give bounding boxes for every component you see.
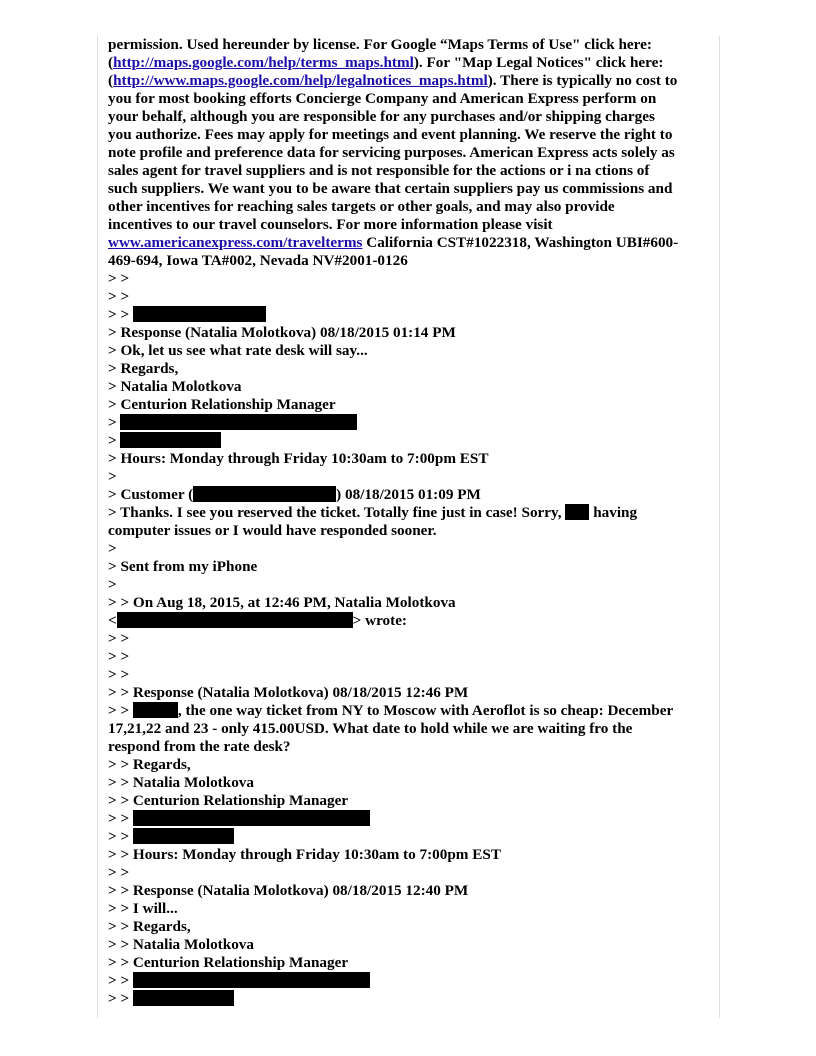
text-line	[108, 180, 716, 198]
text-segment: > >	[108, 972, 133, 989]
text-segment: > Natalia Molotkova	[108, 378, 242, 395]
text-segment: other incentives for reaching sales targets or other goals, and may also provide	[108, 198, 615, 215]
text-line	[108, 594, 716, 612]
text-segment: > Thanks. I see you reserved the ticket. Totally fine just in case! Sorry,	[108, 504, 566, 521]
text-line	[108, 306, 716, 324]
text-segment: ) 08/18/2015 01:09 PM	[336, 486, 481, 503]
text-segment: > >	[108, 990, 133, 1007]
redaction-box	[117, 612, 353, 628]
text-line	[108, 540, 716, 558]
text-line	[108, 468, 716, 486]
text-line	[108, 972, 716, 990]
text-segment: > >	[108, 864, 130, 881]
text-segment: > Centurion Relationship Manager	[108, 396, 336, 413]
text-segment: > > Natalia Molotkova	[108, 774, 254, 791]
text-line	[108, 720, 716, 738]
text-segment: > >	[108, 306, 133, 323]
text-segment: > wrote:	[352, 612, 407, 629]
redaction-box	[133, 306, 266, 322]
text-segment: > Response (Natalia Molotkova) 08/18/2015 01:14 PM	[108, 324, 456, 341]
text-segment: > > Centurion Relationship Manager	[108, 792, 349, 809]
text-segment: (	[108, 72, 114, 89]
text-line	[108, 54, 716, 72]
text-line	[108, 432, 716, 450]
text-segment: sales agent for travel suppliers and is not responsible for the actions or i na ctions of	[108, 162, 650, 179]
text-segment: > >	[108, 810, 133, 827]
text-line	[108, 792, 716, 810]
text-segment: > >	[108, 828, 133, 845]
text-segment: > Hours: Monday through Friday 10:30am to 7:00pm EST	[108, 450, 489, 467]
text-segment: ). There is typically no cost to	[487, 72, 678, 89]
text-segment: > >	[108, 648, 130, 665]
text-line	[108, 504, 716, 522]
redaction-box	[120, 414, 357, 430]
text-segment: > > I will...	[108, 900, 178, 917]
text-line	[108, 702, 716, 720]
text-line	[108, 144, 716, 162]
text-line	[108, 684, 716, 702]
text-line	[108, 414, 716, 432]
text-line	[108, 954, 716, 972]
text-segment: >	[108, 468, 117, 485]
hyperlink[interactable]: http://maps.google.com/help/terms_maps.html	[113, 54, 414, 71]
text-segment: > >	[108, 288, 130, 305]
text-line	[108, 450, 716, 468]
text-segment: > > Hours: Monday through Friday 10:30am to 7:00pm EST	[108, 846, 501, 863]
redaction-box	[133, 810, 370, 826]
text-line	[108, 288, 716, 306]
text-line	[108, 864, 716, 882]
text-line	[108, 882, 716, 900]
text-line	[108, 486, 716, 504]
redaction-box	[133, 702, 178, 718]
text-line	[108, 270, 716, 288]
text-line	[108, 72, 716, 90]
text-segment: computer issues or I would have responded sooner.	[108, 522, 437, 539]
text-segment: > > Response (Natalia Molotkova) 08/18/2015 12:40 PM	[108, 882, 469, 899]
text-segment: >	[108, 540, 117, 557]
text-line	[108, 738, 716, 756]
text-segment: > >	[108, 702, 133, 719]
text-segment: > Sent from my iPhone	[108, 558, 258, 575]
text-segment: such suppliers. We want you to be aware that certain suppliers pay us commissions and	[108, 180, 673, 197]
redaction-box	[120, 432, 221, 448]
text-segment: > > Natalia Molotkova	[108, 936, 254, 953]
text-segment: respond from the rate desk?	[108, 738, 291, 755]
text-segment: (	[108, 54, 114, 71]
text-line	[108, 378, 716, 396]
text-line	[108, 342, 716, 360]
text-line	[108, 630, 716, 648]
text-line	[108, 612, 716, 630]
text-line	[108, 396, 716, 414]
text-segment: note profile and preference data for servicing purposes. American Express acts solely as	[108, 144, 675, 161]
redaction-box	[133, 828, 234, 844]
text-line	[108, 936, 716, 954]
text-line	[108, 990, 716, 1008]
text-segment: >	[108, 576, 117, 593]
text-segment: incentives to our travel counselors. For more information please visit	[108, 216, 553, 233]
text-segment: <	[108, 612, 117, 629]
text-line	[108, 576, 716, 594]
redaction-box	[133, 990, 234, 1006]
text-line	[108, 126, 716, 144]
text-line	[108, 234, 716, 252]
text-line	[108, 774, 716, 792]
text-line	[108, 324, 716, 342]
text-line	[108, 360, 716, 378]
text-segment: > > Centurion Relationship Manager	[108, 954, 349, 971]
text-line	[108, 108, 716, 126]
text-segment: having	[589, 504, 638, 521]
text-segment: , the one way ticket from NY to Moscow with Aeroflot is so cheap: December	[177, 702, 674, 719]
text-segment: > > Response (Natalia Molotkova) 08/18/2015 12:46 PM	[108, 684, 469, 701]
text-segment: > Regards,	[108, 360, 179, 377]
left-margin-rule	[97, 36, 98, 1018]
text-segment: > Customer (	[108, 486, 194, 503]
text-segment: >	[108, 414, 121, 431]
text-line	[108, 198, 716, 216]
text-line	[108, 216, 716, 234]
redaction-box	[193, 486, 336, 502]
text-line	[108, 756, 716, 774]
redaction-box	[133, 972, 370, 988]
text-line	[108, 522, 716, 540]
text-segment: 17,21,22 and 23 - only 415.00USD. What date to hold while we are waiting fro the	[108, 720, 633, 737]
hyperlink[interactable]: http://www.maps.google.com/help/legalnotices_maps.html	[113, 72, 488, 89]
text-segment: California CST#1022318, Washington UBI#600-	[362, 234, 679, 251]
text-segment: > Ok, let us see what rate desk will say...	[108, 342, 368, 359]
right-margin-rule	[719, 36, 720, 1018]
text-segment: > >	[108, 630, 130, 647]
text-segment: you for most booking efforts Concierge Company and American Express perform on	[108, 90, 657, 107]
text-segment: your behalf, although you are responsible for any purchases and/or shipping charges	[108, 108, 655, 125]
text-line	[108, 900, 716, 918]
text-line	[108, 846, 716, 864]
text-line	[108, 918, 716, 936]
hyperlink[interactable]: www.americanexpress.com/travelterms	[108, 234, 363, 251]
text-segment: > > On Aug 18, 2015, at 12:46 PM, Natalia Molotkova	[108, 594, 456, 611]
text-line	[108, 162, 716, 180]
text-line	[108, 828, 716, 846]
text-segment: you authorize. Fees may apply for meetings and event planning. We reserve the right to	[108, 126, 673, 143]
redaction-box	[565, 504, 589, 520]
text-segment: > > Regards,	[108, 918, 191, 935]
text-line	[108, 252, 716, 270]
text-line	[108, 666, 716, 684]
text-segment: > > Regards,	[108, 756, 191, 773]
text-segment: > >	[108, 270, 130, 287]
text-segment: 469-694, Iowa TA#002, Nevada NV#2001-0126	[108, 252, 408, 269]
text-line	[108, 90, 716, 108]
email-thread-text	[108, 36, 716, 1008]
text-line	[108, 558, 716, 576]
text-segment: permission. Used hereunder by license. For Google “Maps Terms of Use" click here:	[108, 36, 652, 53]
text-line	[108, 36, 716, 54]
text-line	[108, 648, 716, 666]
text-line	[108, 810, 716, 828]
text-segment: ). For "Map Legal Notices" click here:	[413, 54, 664, 71]
text-segment: > >	[108, 666, 130, 683]
text-segment: >	[108, 432, 121, 449]
